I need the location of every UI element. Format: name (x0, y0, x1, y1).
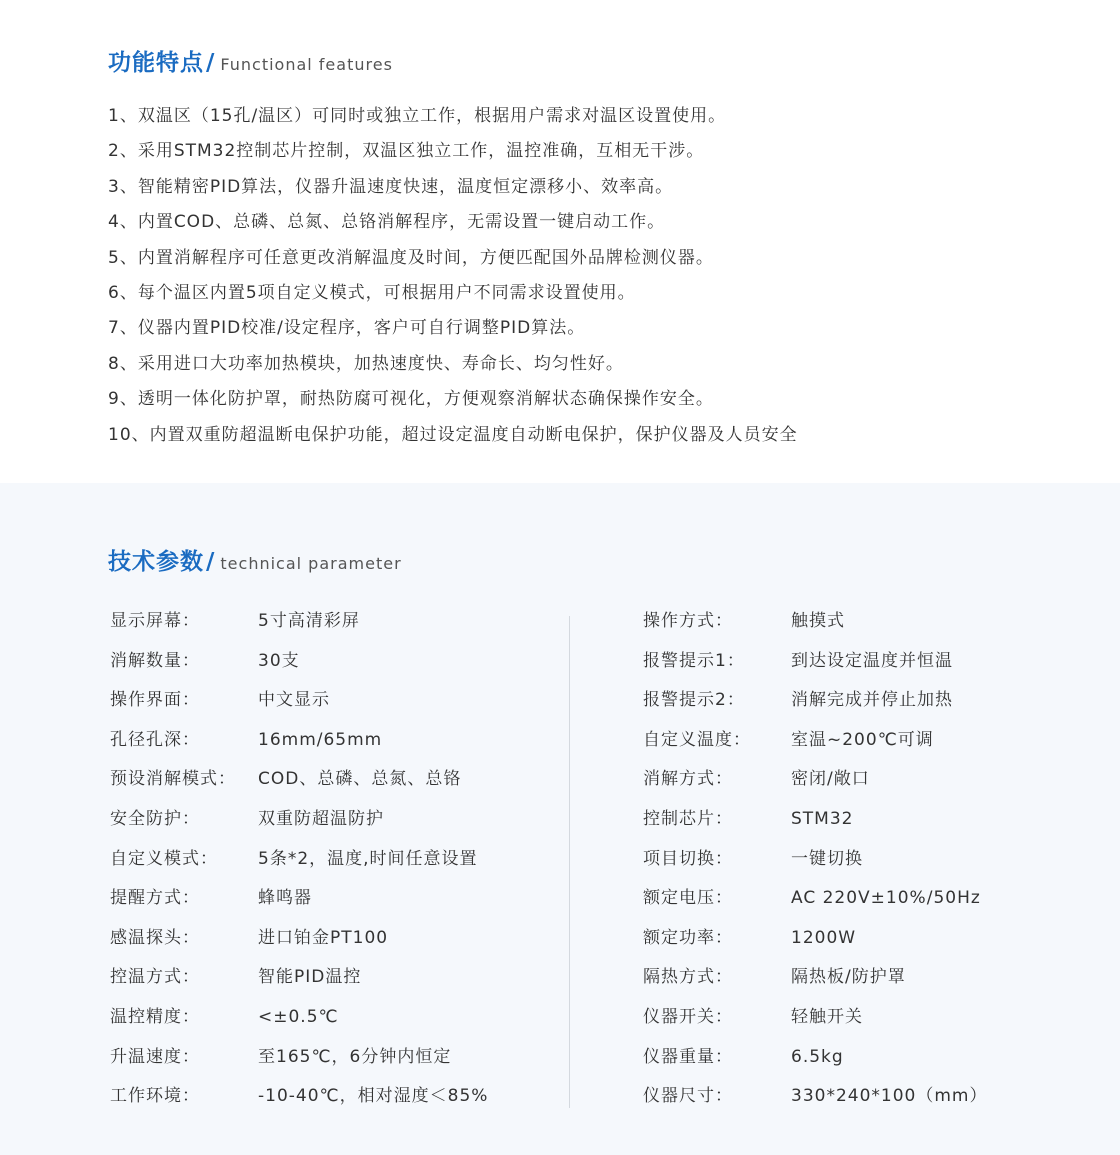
param-value: 到达设定温度并恒温 (791, 650, 953, 671)
param-value: 智能PID温控 (258, 967, 362, 988)
features-section (0, 0, 1120, 483)
param-value: 轻触开关 (791, 1006, 863, 1027)
param-value: 一键切换 (791, 848, 863, 869)
param-value: 中文显示 (258, 690, 330, 711)
features-title-cn: 功能特点 (108, 50, 204, 76)
feature-item: 10、内置双重防超温断电保护功能，超过设定温度自动断电保护，保护仪器及人员安全 (108, 424, 798, 445)
param-value: 密闭/敞口 (791, 769, 870, 790)
param-label: 额定电压： (643, 888, 733, 909)
param-value: 1200W (791, 927, 857, 948)
feature-item: 7、仪器内置PID校准/设定程序，客户可自行调整PID算法。 (108, 318, 586, 339)
param-value: 室温~200℃可调 (791, 729, 934, 750)
param-value: 触摸式 (791, 611, 845, 631)
param-label: 额定功率： (643, 927, 733, 948)
param-value: 6.5kg (791, 1046, 844, 1067)
column-divider (569, 616, 570, 1108)
param-label: 消解方式： (643, 769, 733, 790)
param-value: COD、总磷、总氮、总铬 (258, 769, 462, 790)
param-value: 蜂鸣器 (258, 888, 312, 909)
param-label: 自定义温度： (643, 729, 751, 750)
param-label: 安全防护： (110, 808, 200, 829)
params-title-cn: 技术参数 (108, 549, 204, 575)
param-label: 孔径孔深： (110, 729, 200, 750)
param-value: 5条*2，温度,时间任意设置 (258, 848, 478, 869)
features-heading (108, 44, 393, 77)
param-label: 显示屏幕： (110, 611, 200, 631)
params-title-en: technical parameter (220, 554, 402, 573)
param-label: 仪器尺寸： (643, 1086, 733, 1107)
param-label: 工作环境： (110, 1086, 200, 1107)
param-value: 至165℃，6分钟内恒定 (258, 1046, 452, 1067)
param-value: 进口铂金PT100 (258, 927, 389, 948)
param-label: 温控精度： (110, 1006, 200, 1027)
feature-item: 1、双温区（15孔/温区）可同时或独立工作，根据用户需求对温区设置使用。 (108, 106, 727, 126)
param-label: 隔热方式： (643, 967, 733, 988)
param-value: <±0.5℃ (258, 1006, 339, 1027)
param-label: 控制芯片： (643, 808, 733, 829)
param-label: 操作方式： (643, 611, 733, 631)
param-value: AC 220V±10%/50Hz (791, 888, 981, 909)
param-value: STM32 (791, 808, 854, 829)
param-value: 双重防超温防护 (258, 808, 384, 829)
param-value: 16mm/65mm (258, 729, 383, 750)
param-label: 提醒方式： (110, 888, 200, 909)
features-title-en: Functional features (220, 55, 393, 74)
feature-item: 9、透明一体化防护罩，耐热防腐可视化，方便观察消解状态确保操作安全。 (108, 389, 714, 410)
param-label: 操作界面： (110, 690, 200, 711)
param-label: 升温速度： (110, 1046, 200, 1067)
feature-item: 2、采用STM32控制芯片控制，双温区独立工作，温控准确，互相无干涉。 (108, 141, 705, 162)
param-label: 控温方式： (110, 967, 200, 988)
param-label: 感温探头： (110, 927, 200, 948)
params-section (0, 483, 1120, 1155)
param-value: -10-40℃，相对湿度＜85% (258, 1086, 489, 1107)
feature-item: 3、智能精密PID算法，仪器升温速度快速，温度恒定漂移小、效率高。 (108, 176, 674, 197)
feature-item: 5、内置消解程序可任意更改消解温度及时间，方便匹配国外品牌检测仪器。 (108, 247, 714, 268)
param-value: 30支 (258, 650, 300, 671)
param-value: 隔热板/防护罩 (791, 967, 906, 988)
param-label: 预设消解模式： (110, 769, 236, 790)
params-title-slash: / (206, 549, 215, 575)
features-title-slash: / (206, 50, 215, 76)
param-label: 报警提示1： (643, 650, 745, 671)
feature-list (108, 101, 798, 455)
param-label: 消解数量： (110, 650, 200, 671)
param-label: 报警提示2： (643, 690, 745, 711)
param-value: 消解完成并停止加热 (791, 690, 953, 711)
param-value: 330*240*100（mm） (791, 1086, 988, 1107)
param-label: 仪器重量： (643, 1046, 733, 1067)
feature-item: 6、每个温区内置5项自定义模式，可根据用户不同需求设置使用。 (108, 282, 636, 303)
param-label: 自定义模式： (110, 848, 218, 869)
params-heading (108, 543, 402, 576)
param-value: 5寸高清彩屏 (258, 611, 360, 631)
param-label: 项目切换： (643, 848, 733, 869)
param-label: 仪器开关： (643, 1006, 733, 1027)
feature-item: 4、内置COD、总磷、总氮、总铬消解程序，无需设置一键启动工作。 (108, 212, 666, 233)
feature-item: 8、采用进口大功率加热模块，加热速度快、寿命长、均匀性好。 (108, 353, 624, 374)
